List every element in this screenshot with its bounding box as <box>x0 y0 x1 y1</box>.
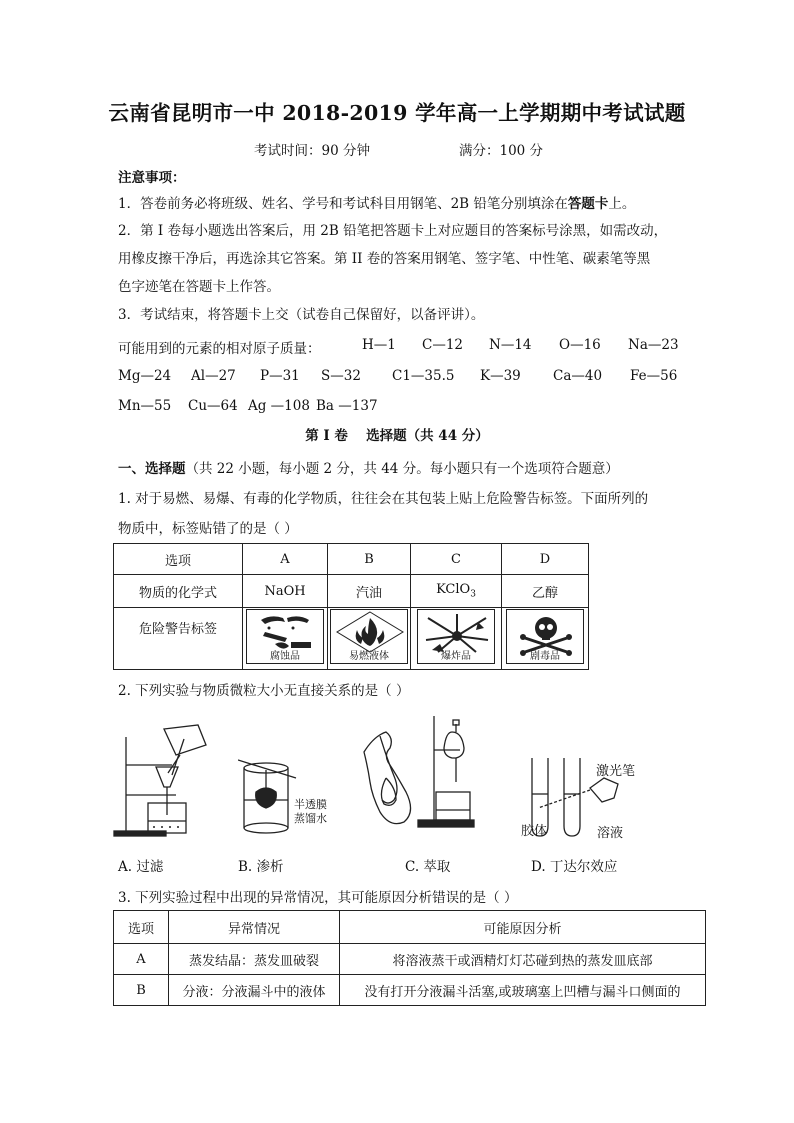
atomic-mass: C1—35.5 <box>392 368 455 384</box>
q3-stem: 3. 下列实验过程中出现的异常情况，其可能原因分析错误的是（ ） <box>118 890 518 906</box>
q2-stem: 2. 下列实验与物质微粒大小无直接关系的是（ ） <box>118 683 410 699</box>
q2-option-b: B. 渗析 <box>238 859 284 875</box>
atomic-mass: H—1 <box>362 337 396 353</box>
table-cell: A <box>243 544 328 575</box>
icon-caption: 易燃液体 <box>349 651 389 662</box>
atomic-mass: O—16 <box>559 337 601 353</box>
exam-time: 考试时间：90 分钟 <box>254 143 370 159</box>
flammable-liquid-icon <box>330 609 408 664</box>
table-cell: 分液：分液漏斗中的液体 <box>169 975 340 1006</box>
table-cell: 没有打开分液漏斗活塞,或玻璃塞上凹槽与漏斗口侧面的 <box>340 975 706 1006</box>
table-cell: 危险警告标签 <box>114 608 243 670</box>
laser-pen-label: 激光笔 <box>596 764 636 779</box>
table-cell <box>502 608 589 670</box>
table-cell: 乙醇 <box>502 575 589 608</box>
atomic-mass: Ag —108 <box>248 398 310 414</box>
atomic-mass: P—31 <box>260 368 300 384</box>
note-2-line3: 色字迹笔在答题卡上作答。 <box>118 279 280 295</box>
filtration-apparatus-figure <box>112 715 212 840</box>
table-header: 可能原因分析 <box>340 911 706 944</box>
note-1: 1．答卷前务必将班级、姓名、学号和考试科目用钢笔、2B 铅笔分别填涂在答题卡上。 <box>118 196 636 212</box>
page-title: 云南省昆明市一中 2018-2019 学年高一上学期期中考试试题 <box>108 101 686 125</box>
semi-membrane-label: 半透膜 <box>294 798 327 811</box>
atomic-mass: Na—23 <box>628 337 679 353</box>
table-cell <box>328 608 411 670</box>
note-3: 3．考试结束，将答题卡上交（试卷自己保留好，以备评讲）。 <box>118 307 485 323</box>
corrosive-label-icon <box>246 609 324 664</box>
atomic-mass: K—39 <box>480 368 521 384</box>
atomic-mass: Ca—40 <box>553 368 603 384</box>
notes-heading: 注意事项： <box>118 170 186 186</box>
full-score: 满分：100 分 <box>459 143 544 159</box>
distilled-water-label: 蒸馏水 <box>294 812 327 825</box>
icon-caption: 爆炸品 <box>441 651 471 662</box>
atomic-mass: N—14 <box>489 337 532 353</box>
table-cell: B <box>328 544 411 575</box>
atomic-mass: Ba —137 <box>316 398 378 414</box>
atomic-mass: Mg—24 <box>118 368 172 384</box>
table-cell: 将溶液蒸干或酒精灯灯芯碰到热的蒸发皿底部 <box>340 944 706 975</box>
section-heading: 第 I 卷 选择题（共 44 分） <box>305 428 489 444</box>
table-cell: C <box>411 544 502 575</box>
icon-caption: 腐蚀品 <box>270 651 300 662</box>
table-cell <box>411 608 502 670</box>
table-header: 选项 <box>114 911 169 944</box>
table-cell: 蒸发结晶：蒸发皿破裂 <box>169 944 340 975</box>
q3-table <box>113 910 706 1006</box>
colloid-label: 胶体 <box>521 824 548 839</box>
explosive-label-icon <box>417 609 495 664</box>
atomic-mass: C—12 <box>422 337 464 353</box>
table-cell: NaOH <box>243 575 328 608</box>
table-cell: B <box>114 975 169 1006</box>
extraction-apparatus-figure <box>356 712 486 842</box>
atomic-mass: S—32 <box>321 368 361 384</box>
table-cell: 选项 <box>114 544 243 575</box>
table-cell: A <box>114 944 169 975</box>
skull-crossbones-icon <box>506 609 584 664</box>
table-cell: 汽油 <box>328 575 411 608</box>
atomic-mass: Fe—56 <box>630 368 678 384</box>
table-cell: KClO$_3$ <box>411 575 502 608</box>
table-cell: D <box>502 544 589 575</box>
q1-stem-line2: 物质中，标签贴错了的是（ ） <box>118 521 298 537</box>
table-cell <box>243 608 328 670</box>
q1-stem-line1: 1. 对于易燃、易爆、有毒的化学物质，往往会在其包装上贴上危险警告标签。下面所列的 <box>118 491 649 507</box>
note-2-line1: 2．第 I 卷每小题选出答案后，用 2B 铅笔把答题卡上对应题目的答案标号涂黑，如需改动， <box>118 223 668 239</box>
table-header: 异常情况 <box>169 911 340 944</box>
atomic-mass: Cu—64 <box>188 398 238 414</box>
note-2-line2: 用橡皮擦干净后，再选涂其它答案。第 II 卷的答案用钢笔、签字笔、中性笔、碳素笔等黑 <box>118 251 651 267</box>
solution-label: 溶液 <box>597 826 624 841</box>
atomic-mass: Al—27 <box>191 368 236 384</box>
q1-table <box>113 543 589 670</box>
q2-option-c: C. 萃取 <box>405 859 451 875</box>
atomic-mass: Mn—55 <box>118 398 172 414</box>
section-instructions: 一、选择题（共 22 小题，每小题 2 分，共 44 分。每小题只有一个选项符合题意） <box>118 461 619 477</box>
icon-caption: 剧毒品 <box>530 651 560 662</box>
atomic-mass-label: 可能用到的元素的相对原子质量： <box>118 341 321 357</box>
table-cell: 物质的化学式 <box>114 575 243 608</box>
q2-option-a: A. 过滤 <box>118 859 164 875</box>
q2-option-d: D. 丁达尔效应 <box>531 859 618 875</box>
